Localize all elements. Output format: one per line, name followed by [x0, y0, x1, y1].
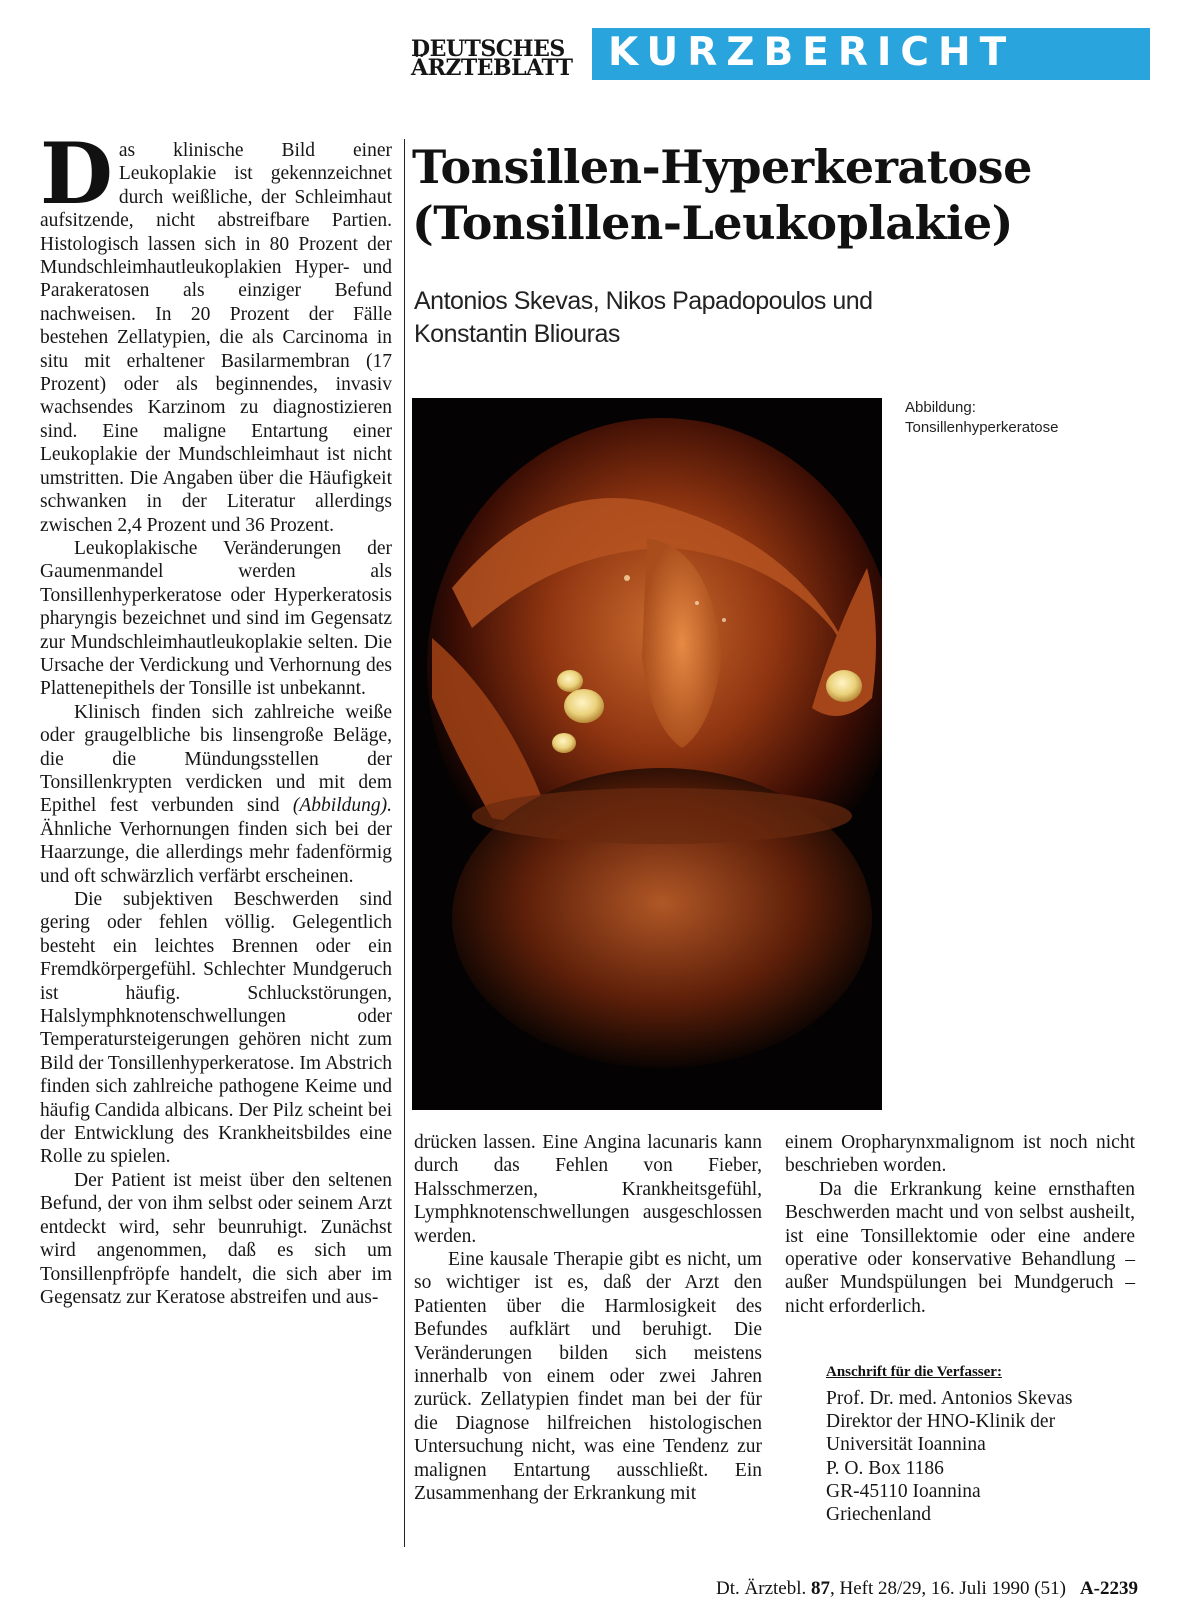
tonsil-photo: [412, 398, 882, 1110]
journal-brand: [411, 36, 586, 81]
caption-line-2: Tonsillenhyperkeratose: [905, 419, 1059, 436]
article-authors: [414, 285, 1014, 351]
left-column: [40, 124, 392, 1309]
title-line-2: (Tonsillen-Leukoplakie): [412, 196, 1013, 250]
brand-line-2: ÄRZTEBLATT: [411, 55, 573, 81]
paragraph-5: Der Patient ist meist über den seltenen Befund, der von ihm selbst oder seinem Arzt entdeckt wird, sehr beunruhigt. Zunächst wird angenommen, daß es sich um Tonsillenpfröpfe handelt, die sich aber im Gegensatz zur Keratose abstreifen und aus-: [40, 1169, 392, 1308]
figure-caption: [905, 398, 1135, 438]
address-heading: Anschrift für die Verfasser:: [826, 1364, 1002, 1380]
right-column: [785, 1131, 1135, 1318]
paragraph-3: [40, 701, 392, 888]
address-line: Universität Ioannina: [826, 1434, 986, 1456]
author-address: [826, 1387, 1146, 1526]
figure-reference: (Abbildung).: [292, 795, 392, 817]
authors-line-1: Antonios Skevas, Nikos Papadopoulos und: [414, 287, 873, 315]
paragraph-1: [40, 124, 392, 537]
drop-cap: D: [40, 124, 113, 223]
address-line: Prof. Dr. med. Antonios Skevas: [826, 1388, 1073, 1409]
footer-page-number: A-2239: [1079, 1578, 1138, 1599]
middle-column: [414, 1131, 762, 1506]
paragraph-3-text-a: Klinisch finden sich zahlreiche weiße oder graugelbliche bis linsengroße Beläge, die die Mündungsstellen der Tonsillenkrypten verdicken und mit dem Epithel fest verbunden sind: [40, 701, 392, 817]
page-footer: [624, 1578, 1138, 1600]
paragraph-9: Da die Erkrankung keine ernsthaften Beschwerden macht und von selbst ausheilt, ist eine Tonsillektomie oder eine andere operative oder konservative Behandlung – außer Mundspülungen bei Mundgeruch – nicht erforderlich.: [785, 1178, 1135, 1317]
footer-volume: 87: [811, 1578, 831, 1599]
paragraph-1-text: as klinische Bild einer Leukoplakie ist gekennzeichnet durch weißliche, der Schleimhaut aufsitzende, nicht abstreifbare Partien. Histologisch lassen sich in 80 Prozent der Mundschleimhautleukoplakien Hyper- und Parakeratosen als einziger Befund nachweisen. In 20 Prozent der Fälle bestehen Zellatypien, die als Carcinoma in situ mit erhaltener Basilarmembran (17 Prozent) oder als beginnendes, invasiv wachsendes Karzinom zu diagnostizieren sind. Eine maligne Entartung einer Leukoplakie der Mundschleimhaut ist nicht umstritten. Die Angaben über die Häufigkeit schwanken in der Literatur allerdings zwischen 2,4 Prozent und 36 Prozent.: [40, 140, 392, 536]
paragraph-4: Die subjektiven Beschwerden sind gering oder fehlen völlig. Gelegentlich besteht ein leichtes Brennen oder ein Fremdkörpergefühl. Schlechter Mundgeruch ist häufig. Schluckstörungen, Halslymphknotenschwellungen oder Temperatursteigerungen gehören nicht zum Bild der Tonsillenhyperkeratose. Im Abstrich finden sich zahlreiche pathogene Keime und häufig Candida albicans. Der Pilz scheint bei der Entwicklung des Krankheitsbildes eine Rolle zu spielen.: [40, 889, 392, 1168]
brand-line-1: DEUTSCHES: [411, 36, 565, 62]
authors-line-2: Konstantin Bliouras: [414, 320, 620, 348]
footer-journal: Dt. Ärztebl.: [716, 1578, 807, 1599]
tonsil-photo-image: [412, 398, 882, 1110]
section-label: KURZBERICHT: [608, 30, 1016, 75]
footer-issue: , Heft 28/29, 16. Juli 1990 (51): [830, 1578, 1066, 1599]
section-banner: [592, 28, 1150, 80]
address-line: Griechenland: [826, 1504, 932, 1526]
title-line-1: Tonsillen-Hyperkeratose: [412, 140, 1032, 194]
paragraph-8: einem Oropharynxmalignom ist noch nicht beschrieben worden.: [785, 1132, 1135, 1177]
address-line: P. O. Box 1186: [826, 1457, 944, 1479]
address-line: Direktor der HNO-Klinik der: [826, 1411, 1056, 1433]
paragraph-7: Eine kausale Therapie gibt es nicht, um so wichtiger ist es, daß der Arzt den Patienten über die Harmlosigkeit des Befundes aufklärt und beruhigt. Die Veränderungen bilden sich meistens innerhalb von einem oder zwei Jahren zurück. Zellatypien findet man bei der für die Diagnose hilfreichen histologischen Untersuchung nicht, was eine Tendenz zur malignen Entartung ausschließt. Ein Zusammenhang der Erkrankung mit: [414, 1249, 762, 1505]
article-title: [412, 139, 1152, 251]
column-divider: [404, 139, 405, 1547]
paragraph-2: Leukoplakische Veränderungen der Gaumenmandel werden als Tonsillenhyperkeratose oder Hyperkeratosis pharyngis bezeichnet und sind im Gegensatz zur Mundschleimhautleukoplakie selten. Die Ursache der Verdickung und Verhornung des Plattenepithels der Tonsille ist unbekannt.: [40, 537, 392, 700]
paragraph-3-text-b: Ähnliche Verhornungen finden sich bei der Haarzunge, die allerdings mehr fadenförmig und oft schwärzlich verfärbt erscheinen.: [40, 818, 392, 887]
caption-line-1: Abbildung:: [905, 399, 976, 416]
address-line: GR-45110 Ioannina: [826, 1480, 981, 1502]
paragraph-6: drücken lassen. Eine Angina lacunaris kann durch das Fehlen von Fieber, Halsschmerzen, Krankheitsgefühl, Lymphknotenschwellungen ausgeschlossen werden.: [414, 1132, 762, 1247]
